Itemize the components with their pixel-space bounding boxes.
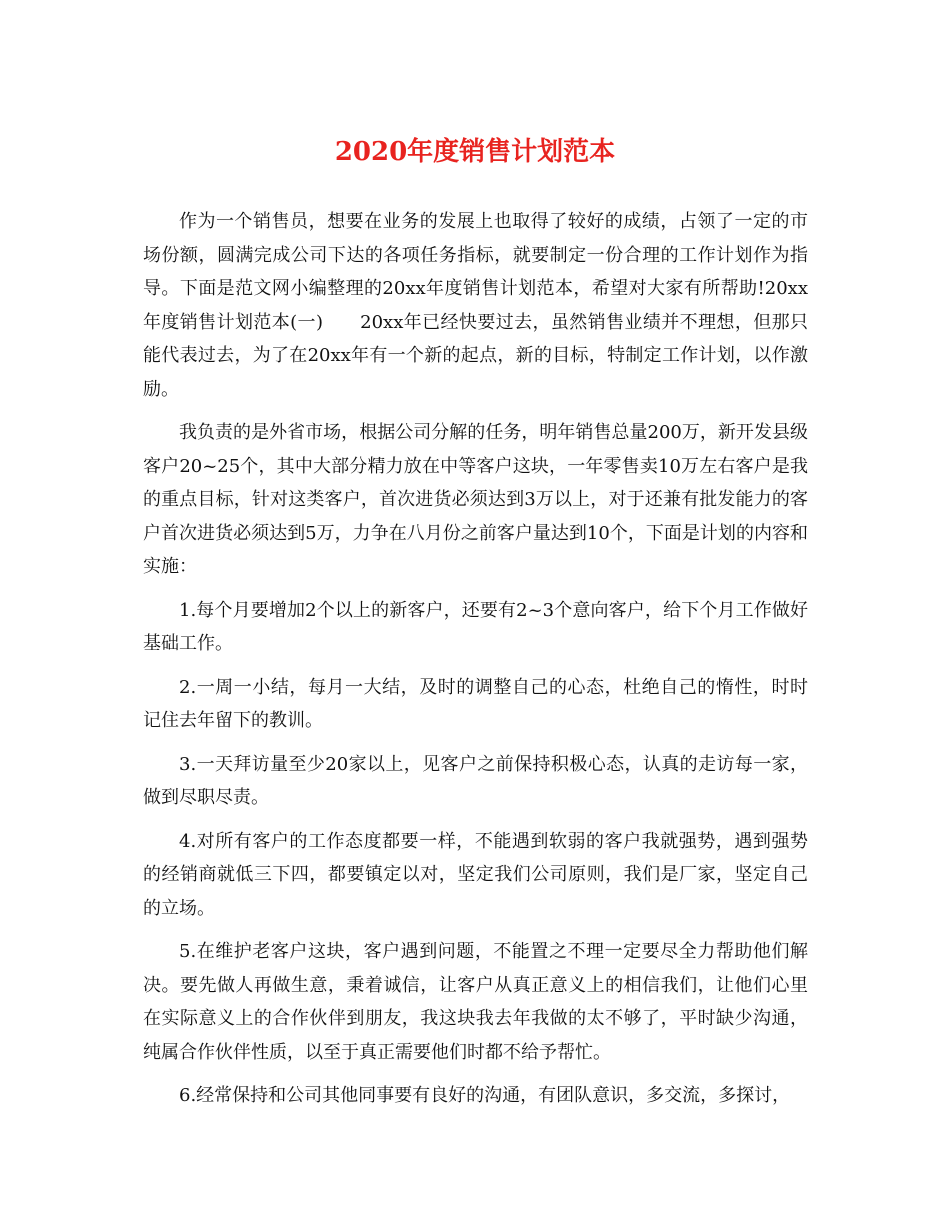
- paragraph-intro: 作为一个销售员，想要在业务的发展上也取得了较好的成绩，占领了一定的市场份额，圆满完成公司下达的各项任务指标，就要制定一份合理的工作计划作为指导。下面是范文网小编整理的20xx年度销售计划范本，希望对大家有所帮助!20xx年度销售计划范本(一) 20xx年已经快要过去，虽然销售业绩并不理想，但那只能代表过去，为了在20xx年有一个新的起点，新的目标，特制定工作计划，以作激励。: [143, 211, 808, 400]
- paragraph-item-3: 3.一天拜访量至少20家以上，见客户之前保持积极心态，认真的走访每一家，做到尽职尽责。: [143, 753, 808, 808]
- document-title: 2020年度销售计划范本: [334, 137, 616, 167]
- paragraph-market: 我负责的是外省市场，根据公司分解的任务，明年销售总量200万，新开发县级客户20~25个，其中大部分精力放在中等客户这块，一年零售卖10万左右客户是我的重点目标，针对这类客户，首次进货必须达到3万以上，对于还兼有批发能力的客户首次进货必须达到5万，力争在八月份之前客户量达到10个，下面是计划的内容和实施：: [143, 422, 808, 577]
- paragraph-item-1: 1.每个月要增加2个以上的新客户，还要有2~3个意向客户，给下个月工作做好基础工作。: [143, 599, 808, 654]
- document-body: [143, 205, 808, 1123]
- paragraph-item-4: 4.对所有客户的工作态度都要一样，不能遇到软弱的客户我就强势，遇到强势的经销商就低三下四，都要镇定以对，坚定我们公司原则，我们是厂家，坚定自己的立场。: [143, 830, 808, 919]
- paragraph-item-5: 5.在维护老客户这块，客户遇到问题，不能置之不理一定要尽全力帮助他们解决。要先做人再做生意，秉着诚信，让客户从真正意义上的相信我们，让他们心里在实际意义上的合作伙伴到朋友，我这块我去年我做的太不够了，平时缺少沟通，纯属合作伙伴性质，以至于真正需要他们时都不给予帮忙。: [143, 941, 808, 1063]
- paragraph-item-2: 2.一周一小结，每月一大结，及时的调整自己的心态，杜绝自己的惰性，时时记住去年留下的教训。: [143, 676, 808, 731]
- paragraph-item-6: 6.经常保持和公司其他同事要有良好的沟通，有团队意识，多交流，多探讨，: [179, 1085, 791, 1106]
